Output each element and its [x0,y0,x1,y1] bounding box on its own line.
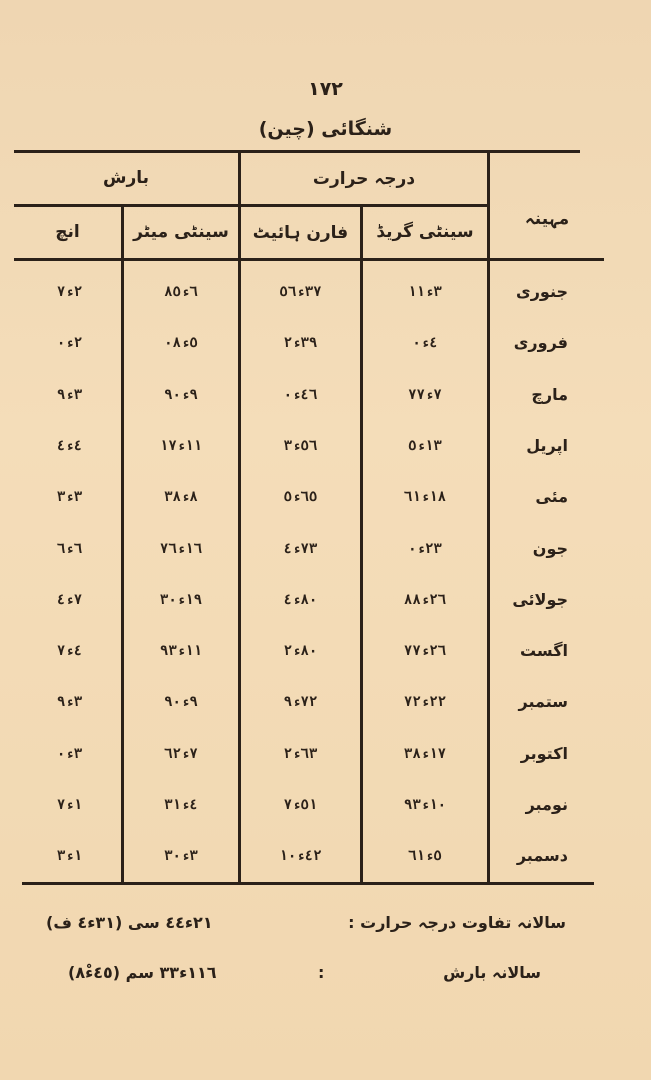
header-centigrade: سینٹی گریڈ [376,222,474,242]
centigrade-cell: ١٣ء٥ [408,437,442,454]
fahrenheit-cell: ٧٣ء٤ [283,540,318,557]
centimeter-cell: ٥ء٠٨ [164,335,198,352]
fahrenheit-cell: ٥٦ء٣ [283,437,318,454]
table-row [0,728,651,780]
table-title: شنگائی (چین) [258,118,393,140]
centigrade-cell: ١٧ء٣٨ [403,745,447,762]
table-bottom-rule [22,882,594,885]
fahrenheit-cell: ٦٣ء٢ [283,745,318,762]
centigrade-cell: ٢٢ء٧٢ [403,694,447,711]
annual-rainfall-label: سالانہ بارش [443,963,541,982]
month-cell: جون [532,538,568,558]
table-row [0,574,651,626]
month-cell: دسمبر [516,846,568,866]
centimeter-cell: ٨ء٣٨ [164,489,198,506]
month-cell: اگست [519,641,568,661]
inch-cell: ٣ء٣ [56,489,83,506]
header-fahrenheit: فارن ہائیٹ [252,223,349,243]
table-row [0,625,651,677]
centigrade-cell: ١٨ء٦١ [403,489,447,506]
table-row [0,317,651,369]
inch-cell: ١ء٣ [56,848,83,865]
fahrenheit-cell: ٨٠ء٢ [283,643,318,660]
fahrenheit-cell: ٨٠ء٤ [283,591,318,608]
inch-cell: ٢ء٧ [56,284,83,300]
fahrenheit-cell: ٤٢ء١٠ [279,848,322,865]
centimeter-cell: ١١ء١٧ [159,437,203,454]
header-bottom-rule [14,258,604,261]
month-cell: جولائی [512,589,568,609]
fahrenheit-cell: ٣٩ء٢ [283,335,318,352]
header-rainfall: بارش [102,168,149,188]
centimeter-cell: ١٩ء٣٠ [159,591,203,608]
fahrenheit-cell: ٤٦ء٠ [283,386,318,403]
inch-cell: ٣ء٩ [56,386,83,403]
centigrade-cell: ٢٣ء٠ [408,540,442,557]
inch-cell: ٣ء٩ [56,694,83,711]
month-cell: نومبر [525,795,568,814]
table-row [0,266,651,318]
month-cell: جنوری [516,282,568,301]
annual-rainfall-colon: : [318,963,325,982]
table-row [0,779,651,831]
month-cell: مارچ [531,384,568,404]
centigrade-cell: ٥ء٦١ [408,848,442,865]
centigrade-cell: ٤ء٠ [412,335,438,352]
centimeter-cell: ٩ء٩٠ [164,386,198,403]
header-inch: انچ [55,222,80,242]
centimeter-cell: ٩ء٩٠ [164,694,198,711]
centigrade-cell: ٣ء١١ [408,284,442,300]
inch-cell: ٧ء٤ [56,591,83,608]
centimeter-cell: ٦ء٨٥ [164,284,198,300]
header-temperature: درجہ حرارت [312,169,416,189]
inch-cell: ٤ء٧ [56,643,83,660]
centigrade-cell: ٧ء٧٧ [408,386,442,403]
table-row [0,830,651,882]
month-cell: ستمبر [518,692,568,712]
inch-cell: ٢ء٠ [56,335,83,352]
header-group-rule [14,204,489,207]
fahrenheit-cell: ٧٢ء٩ [283,694,318,711]
inch-cell: ٤ء٤ [56,437,83,454]
month-cell: اپریل [526,435,568,455]
month-cell: فروری [513,333,568,353]
centimeter-cell: ١٦ء٧٦ [159,540,203,557]
table-top-rule [14,150,580,153]
table-row [0,471,651,523]
annual-temp-range-value: ٢١ء٤٤ سی (٣١ء٤ ف) [46,913,213,932]
table-row [0,420,651,472]
centimeter-cell: ١١ء٩٣ [159,643,203,660]
centimeter-cell: ٤ء٣١ [164,797,198,813]
table-row [0,523,651,575]
centigrade-cell: ١٠ء٩٣ [403,797,447,813]
centimeter-cell: ٧ء٦٢ [164,745,198,762]
inch-cell: ٣ء٠ [56,745,83,762]
table-row [0,676,651,728]
annual-rainfall-value: ١١٦ء٣٣ سم (٤٥ء٨ْ) [68,963,217,982]
annual-temp-range-label: سالانہ تفاوت درجہ حرارت : [348,913,566,932]
centigrade-cell: ٢٦ء٧٧ [403,643,447,660]
centigrade-cell: ٢٦ء٨٨ [403,591,447,608]
month-cell: اکتوبر [520,743,568,763]
page-number: ١٧٢ [308,78,343,100]
inch-cell: ٦ء٦ [56,540,83,557]
header-centimeter: سینٹی میٹر [133,222,229,242]
fahrenheit-cell: ٥١ء٧ [283,797,318,813]
fahrenheit-cell: ٦٥ء٥ [283,489,318,506]
fahrenheit-cell: ٣٧ء٥٦ [279,284,322,300]
centimeter-cell: ٣ء٣٠ [164,848,198,865]
table-row [0,369,651,421]
header-month: مہینہ [524,209,570,229]
inch-cell: ١ء٧ [56,797,83,813]
month-cell: مئی [535,487,568,507]
